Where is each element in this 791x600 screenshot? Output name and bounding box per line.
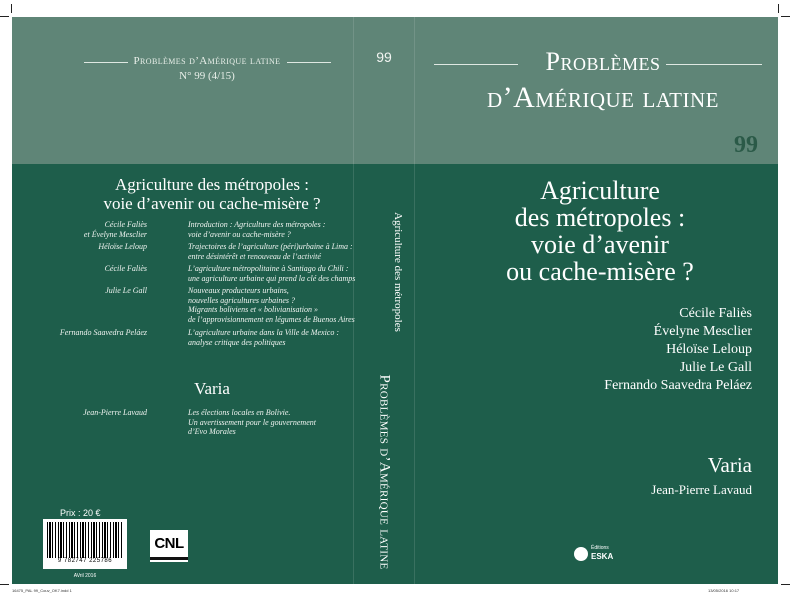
crop-mark bbox=[0, 584, 9, 585]
contents-author bbox=[40, 220, 147, 239]
contents-article-line: voie d’avenir ou cache-misère ? bbox=[188, 229, 291, 239]
front-title bbox=[430, 177, 770, 285]
front-author: Julie Le Gall bbox=[679, 360, 752, 375]
contents-article bbox=[188, 242, 368, 261]
front-author: Cécile Faliès bbox=[679, 306, 752, 321]
contents-article-line: Un avertissement pour le gouvernement bbox=[188, 417, 316, 427]
front-varia-author: Jean-Pierre Lavaud bbox=[651, 482, 752, 497]
crop-mark bbox=[778, 4, 779, 13]
publisher-logo bbox=[572, 541, 622, 581]
contents-author-line: et Évelyne Mesclier bbox=[83, 229, 147, 239]
front-author: Fernando Saavedra Peláez bbox=[604, 378, 752, 393]
spine-series: Problèmes d’Amérique latine bbox=[376, 374, 393, 570]
contents-article-line: d’Evo Morales bbox=[188, 427, 236, 436]
barcode-bars bbox=[47, 522, 123, 558]
cnl-logo-text: CNL bbox=[154, 535, 184, 552]
book-cover bbox=[12, 17, 778, 584]
contents-article-line: Les élections locales en Bolivie. bbox=[188, 408, 291, 417]
front-issue-number: 99 bbox=[734, 132, 758, 158]
rule-line bbox=[287, 62, 331, 63]
back-series-name: Problèmes d’Amérique latine bbox=[133, 55, 281, 67]
contents-article-line: Migrants boliviens et « bolivianisation » bbox=[188, 305, 318, 314]
contents-author-line: Cécile Faliès bbox=[104, 264, 147, 273]
contents-author bbox=[40, 408, 147, 418]
front-author: Évelyne Mesclier bbox=[653, 324, 752, 339]
cnl-logo-bar bbox=[150, 557, 188, 560]
contents-article-line: Introduction : Agriculture des métropoles : bbox=[188, 220, 326, 229]
front-title-line: voie d’avenir bbox=[531, 230, 669, 259]
barcode bbox=[43, 519, 127, 569]
back-title bbox=[72, 175, 352, 213]
contents-article-line: analyse critique des politiques bbox=[188, 337, 286, 347]
back-title-line: Agriculture des métropoles : bbox=[114, 175, 310, 194]
contents-article-line: L’agriculture urbaine dans la Ville de Mexico : bbox=[188, 328, 340, 337]
contents-author-line: Cécile Faliès bbox=[104, 220, 147, 229]
spine-number: 99 bbox=[376, 49, 392, 65]
print-slug-right: 13/05/2016 10:17 bbox=[708, 588, 740, 593]
contents-author bbox=[40, 328, 147, 338]
isbn-number: 9 782747 225786 bbox=[57, 558, 113, 564]
publisher-icon bbox=[574, 547, 588, 561]
crop-mark bbox=[0, 16, 9, 17]
back-varia-heading: Varia bbox=[194, 379, 230, 398]
contents-article bbox=[188, 408, 368, 437]
print-slug-left: 16475_PAL 99_Couv_OK7.indd 1 bbox=[12, 588, 72, 593]
price-label: Prix : 20 € bbox=[60, 508, 101, 518]
edition-date: AVril 2016 bbox=[73, 573, 97, 579]
front-series-line1: Problèmes bbox=[545, 47, 661, 76]
contents-article bbox=[188, 264, 368, 283]
front-series-line2: d’Amérique latine bbox=[487, 81, 719, 114]
cnl-logo bbox=[150, 530, 188, 562]
front-title-line: des métropoles : bbox=[514, 203, 686, 232]
contents-article-line: entre désintérêt et renouveau de l’activité bbox=[188, 251, 321, 261]
front-title-line: ou cache-misère ? bbox=[506, 257, 694, 286]
front-authors bbox=[552, 305, 752, 395]
back-issue-number: N° 99 (4/15) bbox=[179, 70, 235, 82]
front-author: Héloïse Leloup bbox=[666, 342, 752, 357]
contents-author-line: Fernando Saavedra Peláez bbox=[59, 328, 147, 337]
publisher-label: Éditions bbox=[591, 545, 609, 551]
contents-author bbox=[40, 286, 147, 296]
contents-article-line: une agriculture urbaine qui prend la clé des champs bbox=[188, 273, 356, 283]
contents-article bbox=[188, 328, 368, 347]
contents-article-line: Nouveaux producteurs urbains, bbox=[188, 286, 289, 295]
contents-author-line: Héloïse Leloup bbox=[98, 242, 147, 251]
contents-article-line: nouvelles agricultures urbaines ? bbox=[188, 295, 296, 305]
contents-author bbox=[40, 264, 147, 274]
contents-author-line: Julie Le Gall bbox=[105, 286, 147, 295]
front-title-line: Agriculture bbox=[540, 176, 660, 205]
contents-article bbox=[188, 220, 368, 239]
contents-article bbox=[188, 286, 368, 324]
contents-author-line: Jean-Pierre Lavaud bbox=[83, 408, 147, 417]
contents-article-line: L’agriculture métropolitaine à Santiago du Chili : bbox=[188, 264, 349, 273]
front-varia-heading: Varia bbox=[707, 453, 752, 477]
spine-fold-right bbox=[414, 17, 415, 584]
back-title-line: voie d’avenir ou cache-misère ? bbox=[103, 194, 321, 213]
contents-article-line: de l’approvisionnement en légumes de Buenos Aires bbox=[188, 314, 355, 324]
contents-article-line: Trajectoires de l’agriculture (péri)urbaine à Lima : bbox=[188, 242, 353, 251]
crop-mark bbox=[781, 16, 790, 17]
spine-title: Agriculture des métropoles bbox=[392, 212, 404, 332]
rule-line bbox=[666, 64, 762, 65]
contents-author bbox=[40, 242, 147, 252]
crop-mark bbox=[781, 584, 790, 585]
publisher-name: ESKA bbox=[591, 552, 614, 561]
crop-mark bbox=[11, 4, 12, 13]
